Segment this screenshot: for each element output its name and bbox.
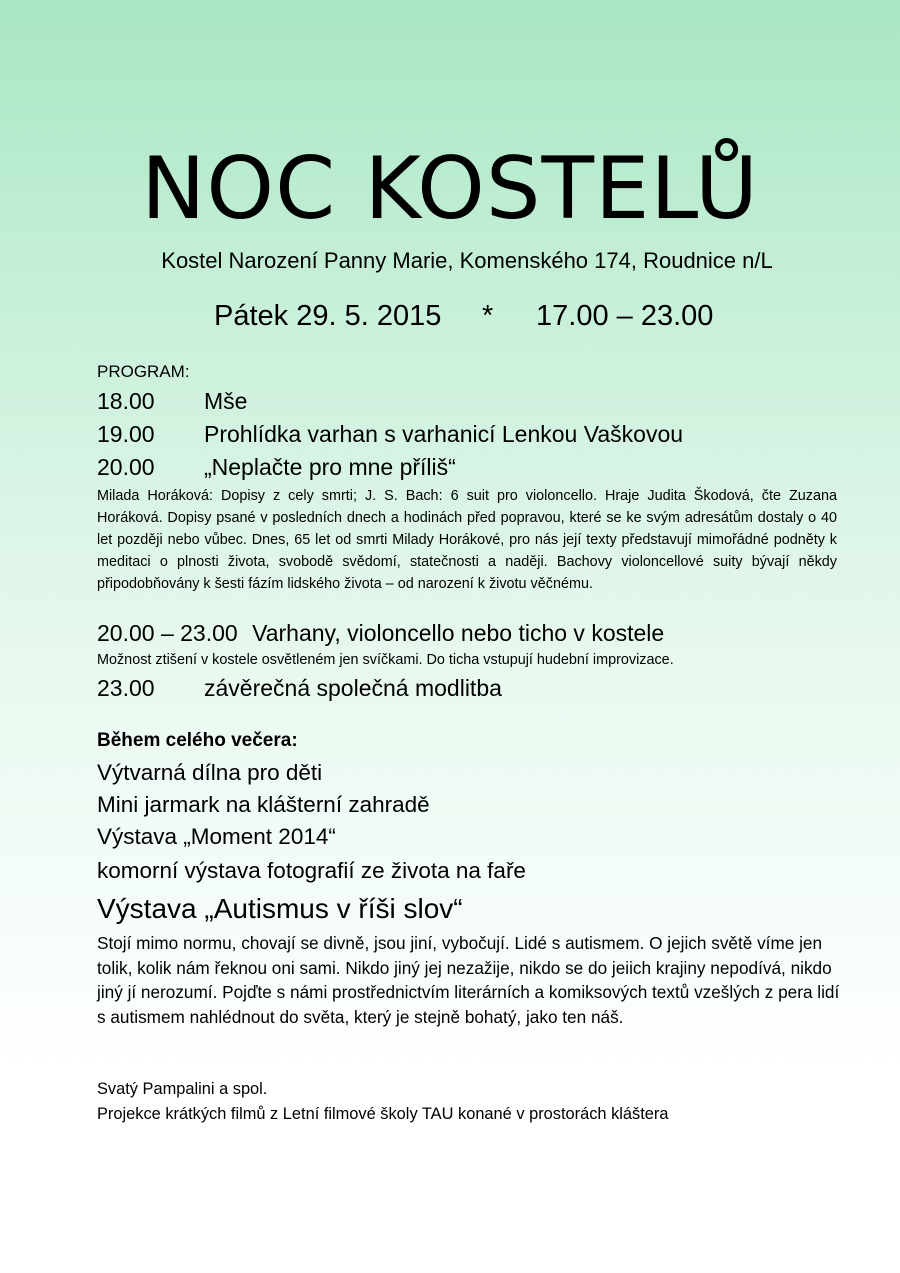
program-item-time: 20.00: [97, 454, 155, 480]
pampalini-description: Projekce krátkých filmů z Letní filmové školy TAU konané v prostorách kláštera: [97, 1105, 669, 1123]
venue-address: Kostel Narození Panny Marie, Komenského 174, Roudnice n/L: [161, 248, 773, 273]
evening-item: Mini jarmark na klášterní zahradě: [97, 792, 430, 817]
program-item-time: 20.00 – 23.00: [97, 620, 238, 646]
program-item-title: Varhany, violoncello nebo ticho v kostele: [252, 620, 665, 646]
autism-exhibition-title: Výstava „Autismus v říši slov“: [97, 893, 463, 924]
poster-title: NOC KOSTELŮ: [141, 138, 759, 239]
evening-item: Výstava „Moment 2014“: [97, 824, 336, 849]
evening-item: Výtvarná dílna pro děti: [97, 760, 323, 785]
program-item-title: závěrečná společná modlitba: [204, 675, 502, 701]
organ-description: Možnost ztišení v kostele osvětleném jen svíčkami. Do ticha vstupují hudební improvizace.: [97, 652, 674, 668]
program-item-title: Mše: [204, 388, 248, 414]
evening-item: komorní výstava fotografií ze života na faře: [97, 858, 526, 883]
autism-exhibition-description: Stojí mimo normu, chovají se divně, jsou jiní, vybočují. Lidé s autismem. O jejich světě víme jen tolik, kolik nám řeknou oni sami. Nikdo jiný jej nezažije, nikdo se do jeiich krajiny nepodívá, nikdo jiný jí nerozumí. Pojďte s námi prostřednictvím literárních a komiksových textů vzešlých z pera lidí s autismem nahlédnout do světa, který je stejně bohatý, jako ten náš.: [97, 933, 840, 1027]
program-label: PROGRAM:: [97, 362, 190, 381]
evening-heading: Během celého večera:: [97, 730, 298, 751]
horakova-description: Milada Horáková: Dopisy z cely smrti; J. S. Bach: 6 suit pro violoncello. Hraje Judita Škodová, čte Zuzana Horáková. Dopisy psané v posledních dnech a hodinách před popravou, které se ke svým adresátům dostaly o 40 let později nebo vůbec. Dnes, 65 let od smrti Milady Horákové, pro nás její texty představují mimořádné podněty k meditaci o plnosti života, svobodě svědomí, statečnosti a naději. Bachovy violoncellové suity bývají někdy připodobňovány k šesti fázím lidského života – od narození k životu věčnému.: [97, 488, 837, 592]
program-item-title: „Neplačte pro mne příliš“: [204, 454, 456, 480]
program-item-organ: [97, 620, 664, 647]
date-separator: *: [482, 300, 494, 332]
program-item-time: 23.00: [97, 675, 155, 701]
event-day: Pátek 29. 5. 2015: [214, 300, 442, 332]
program-item-time: 18.00: [97, 388, 155, 414]
program-item-title: Prohlídka varhan s varhanicí Lenkou Vaškovou: [204, 421, 684, 447]
pampalini-title: Svatý Pampalini a spol.: [97, 1080, 268, 1098]
event-time: 17.00 – 23.00: [536, 300, 714, 332]
program-item-time: 19.00: [97, 421, 155, 447]
